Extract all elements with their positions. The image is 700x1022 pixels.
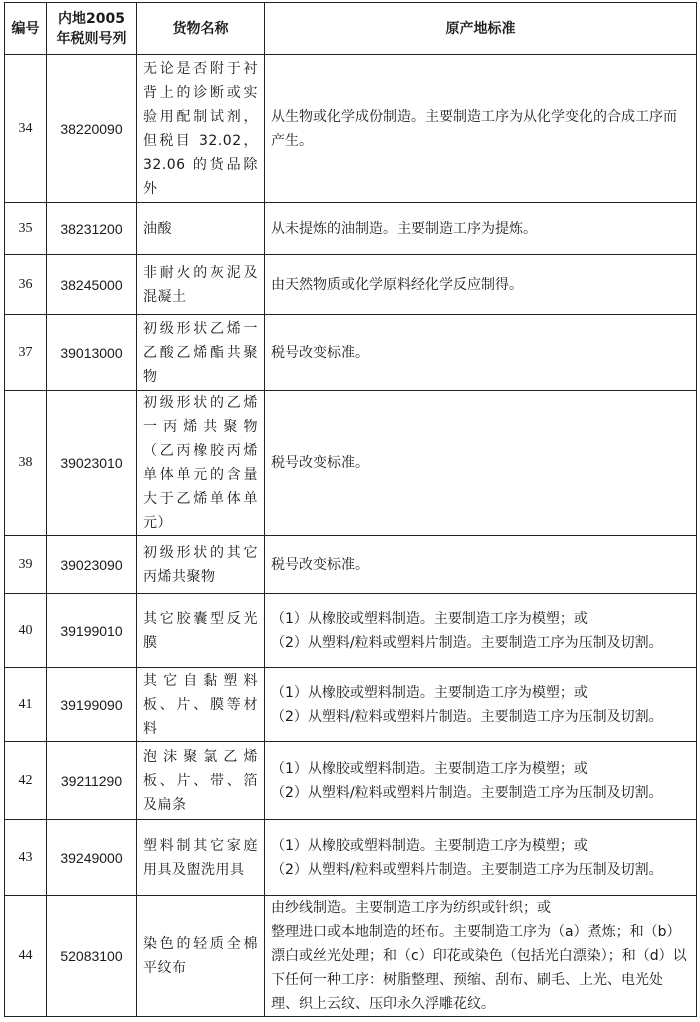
standard-line: 税号改变标准。: [271, 556, 369, 573]
goods-name: 初级形状乙烯一乙酸乙烯酯共聚物: [137, 315, 265, 391]
origin-standard: [265, 820, 697, 896]
standard-line: （1）从橡胶或塑料制造。主要制造工序为模塑；或: [271, 760, 588, 777]
tariff-code: 39199090: [47, 668, 137, 742]
table-header-row: [5, 3, 697, 55]
goods-name: 初级形状的乙烯一丙烯共聚物（乙丙橡胶丙烯单体单元的含量大于乙烯单体单元）: [137, 391, 265, 536]
origin-standard: [265, 668, 697, 742]
standard-line: （2）从塑料/粒料或塑料片制造。主要制造工序为压制及切割。: [271, 634, 663, 651]
table-row: [5, 742, 697, 820]
standard-line: 从未提炼的油制造。主要制造工序为提炼。: [271, 220, 537, 237]
goods-name: 油酸: [137, 203, 265, 255]
origin-standard: [265, 315, 697, 391]
standard-line: （1）从橡胶或塑料制造。主要制造工序为模塑；或: [271, 684, 588, 701]
row-number: 36: [5, 255, 47, 315]
row-number: 34: [5, 55, 47, 203]
goods-name: 非耐火的灰泥及混凝土: [137, 255, 265, 315]
origin-standard: [265, 391, 697, 536]
table-row: [5, 594, 697, 668]
table-row: [5, 255, 697, 315]
standard-line: 税号改变标准。: [271, 455, 369, 471]
standard-line: 由天然物质或化学原料经化学反应制得。: [271, 276, 523, 293]
table-row: [5, 55, 697, 203]
origin-standard: [265, 536, 697, 594]
header-no: 编号: [5, 3, 47, 55]
row-number: 39: [5, 536, 47, 594]
row-number: 43: [5, 820, 47, 896]
tariff-code: 39199010: [47, 594, 137, 668]
table-row: [5, 536, 697, 594]
origin-standard: [265, 203, 697, 255]
goods-name: 初级形状的其它丙烯共聚物: [137, 536, 265, 594]
standard-line: 税号改变标准。: [271, 344, 369, 361]
origin-rules-table: [4, 2, 697, 1017]
row-number: 41: [5, 668, 47, 742]
origin-standard: [265, 742, 697, 820]
standard-line: （2）从塑料/粒料或塑料片制造。主要制造工序为压制及切割。: [271, 708, 663, 725]
table-row: [5, 668, 697, 742]
standard-line: 从生物或化学成份制造。主要制造工序为从化学变化的合成工序而产生。: [271, 108, 677, 149]
row-number: 37: [5, 315, 47, 391]
row-number: 35: [5, 203, 47, 255]
origin-standard: [265, 55, 697, 203]
tariff-code: 39023010: [47, 391, 137, 536]
standard-line: （2）从塑料/粒料或塑料片制造。主要制造工序为压制及切割。: [271, 784, 663, 801]
tariff-code: 39211290: [47, 742, 137, 820]
header-code: 内地2005年税则号列: [47, 3, 137, 55]
standard-line: （1）从橡胶或塑料制造。主要制造工序为模塑；或: [271, 837, 588, 854]
row-number: 44: [5, 896, 47, 1017]
tariff-code: 38231200: [47, 203, 137, 255]
goods-name: 泡沫聚氯乙烯板、片、带、箔及扁条: [137, 742, 265, 820]
header-standard: 原产地标准: [265, 3, 697, 55]
goods-name: 塑料制其它家庭用具及盥洗用具: [137, 820, 265, 896]
row-number: 42: [5, 742, 47, 820]
table-row: [5, 820, 697, 896]
table-row: [5, 391, 697, 536]
goods-name: 其它胶囊型反光膜: [137, 594, 265, 668]
header-name: 货物名称: [137, 3, 265, 55]
row-number: 38: [5, 391, 47, 536]
origin-standard: [265, 896, 697, 1017]
table-row: [5, 315, 697, 391]
row-number: 40: [5, 594, 47, 668]
origin-standard: [265, 255, 697, 315]
tariff-code: 52083100: [47, 896, 137, 1017]
tariff-code: 39249000: [47, 820, 137, 896]
goods-name: 其它自黏塑料板、片、膜等材料: [137, 668, 265, 742]
goods-name: 染色的轻质全棉平纹布: [137, 896, 265, 1017]
goods-name: 无论是否附于衬背上的诊断或实验用配制试剂，但税目 32.02，32.06 的货品除外: [137, 55, 265, 203]
origin-standard: [265, 594, 697, 668]
tariff-code: 38245000: [47, 255, 137, 315]
tariff-code: 38220090: [47, 55, 137, 203]
table-row: [5, 896, 697, 1017]
tariff-code: 39013000: [47, 315, 137, 391]
standard-line: （1）从橡胶或塑料制造。主要制造工序为模塑；或: [271, 610, 588, 627]
tariff-code: 39023090: [47, 536, 137, 594]
standard-line: 整理进口或本地制造的坯布。主要制造工序为（a）煮炼；和（b）漂白或丝光处理；和（c）印花或染色（包括光白漂染）；和（d）以下任何一种工序：树脂整理、预缩、刮布、刷毛、上光、电光处理、织上云纹、压印永久浮雕花纹。: [271, 924, 687, 1012]
standard-line: （2）从塑料/粒料或塑料片制造。主要制造工序为压制及切割。: [271, 861, 663, 878]
table-row: [5, 203, 697, 255]
standard-line: 由纱线制造。主要制造工序为纺织或针织；或: [271, 900, 551, 916]
